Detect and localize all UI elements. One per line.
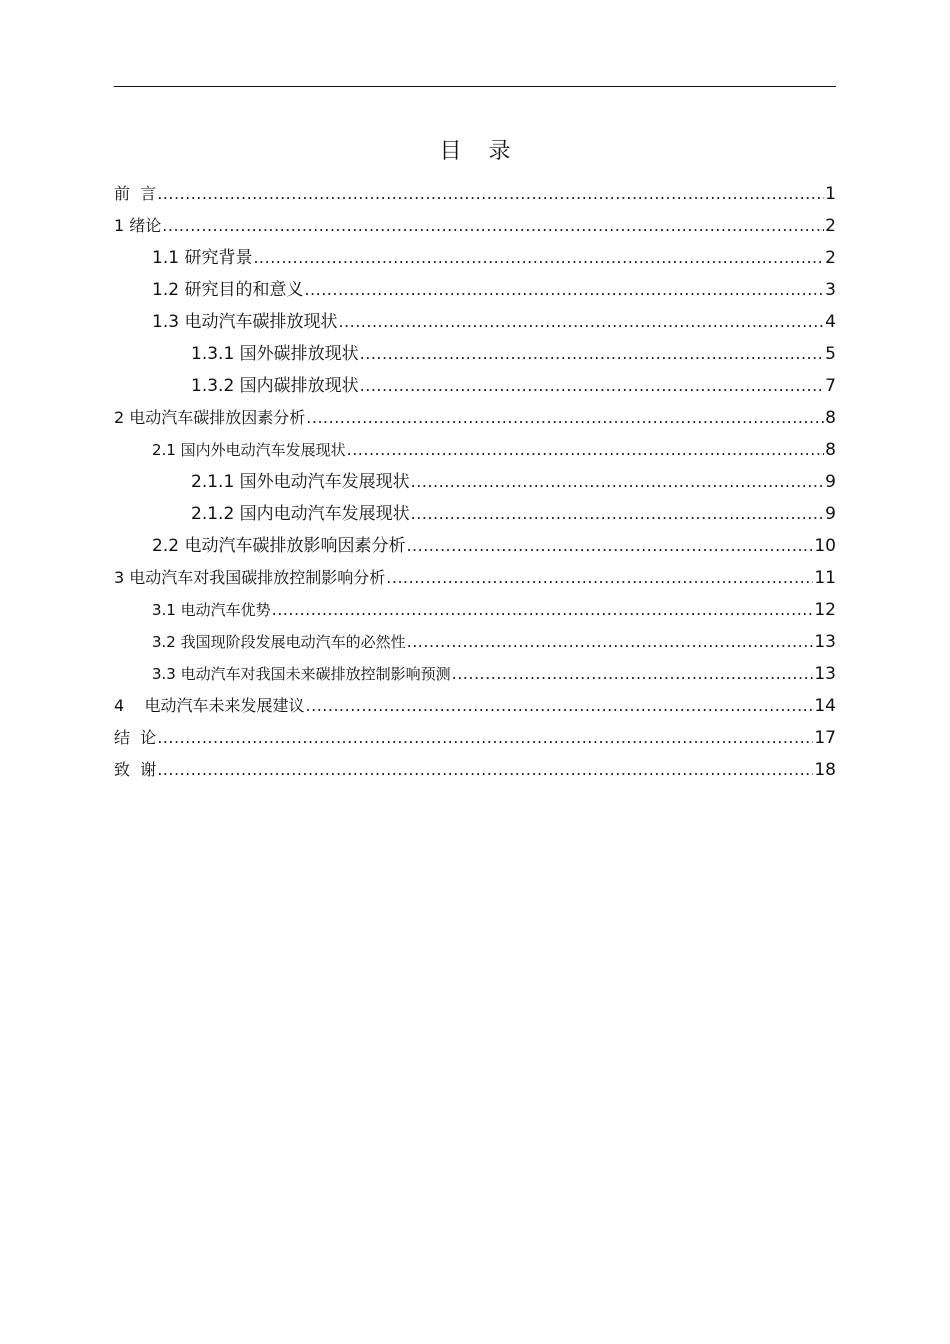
- toc-entry-label: 1.3.1 国外碳排放现状: [191, 344, 359, 364]
- toc-entry-label: 3.1 电动汽车优势: [152, 601, 271, 619]
- toc-entry[interactable]: [114, 178, 836, 210]
- toc-page-number: 4: [825, 312, 836, 332]
- toc-entry[interactable]: [114, 210, 836, 242]
- toc-entry[interactable]: [114, 242, 836, 274]
- toc-entry[interactable]: [114, 690, 836, 722]
- toc-entry-label: 1.2 研究目的和意义: [152, 280, 304, 300]
- toc-entry[interactable]: [114, 626, 836, 658]
- toc-entry-label: 结 论: [114, 728, 157, 747]
- toc-page-number: 11: [814, 568, 836, 588]
- toc-page-number: 8: [825, 440, 836, 460]
- toc-title: 目 录: [439, 139, 521, 164]
- toc-leader-dots: [360, 338, 825, 370]
- header-rule: [114, 86, 836, 87]
- toc-entry-label: 4 电动汽车未来发展建议: [114, 696, 305, 715]
- toc-entry-label: 3.3 电动汽车对我国未来碳排放控制影响预测: [152, 665, 451, 683]
- toc-leader-dots: [272, 594, 814, 626]
- toc-entry[interactable]: [114, 274, 836, 306]
- table-of-contents: [114, 178, 836, 786]
- toc-entry[interactable]: [114, 370, 836, 402]
- toc-page-number: 8: [825, 408, 836, 428]
- toc-leader-dots: [386, 562, 813, 594]
- toc-page-number: 9: [825, 472, 836, 492]
- toc-entry-label: 2.1 国内外电动汽车发展现状: [152, 441, 346, 459]
- toc-page-number: 3: [825, 280, 836, 300]
- toc-entry[interactable]: [114, 402, 836, 434]
- toc-entry[interactable]: [114, 306, 836, 338]
- toc-page-number: 5: [825, 344, 836, 364]
- toc-entry[interactable]: [114, 754, 836, 786]
- toc-entry-label: 3 电动汽车对我国碳排放控制影响分析: [114, 568, 386, 587]
- toc-entry[interactable]: [114, 338, 836, 370]
- toc-entry[interactable]: [114, 434, 836, 466]
- toc-entry-label: 2.1.1 国外电动汽车发展现状: [191, 472, 410, 492]
- toc-page-number: 18: [814, 760, 836, 780]
- toc-page-number: 2: [825, 216, 836, 236]
- toc-leader-dots: [347, 434, 825, 466]
- toc-page-number: 1: [825, 184, 836, 204]
- toc-leader-dots: [407, 626, 814, 658]
- toc-leader-dots: [452, 658, 814, 690]
- toc-entry-label: 2.2 电动汽车碳排放影响因素分析: [152, 536, 406, 556]
- toc-leader-dots: [306, 402, 824, 434]
- toc-leader-dots: [157, 722, 813, 754]
- toc-entry-label: 1 绪论: [114, 216, 162, 235]
- toc-page-number: 14: [814, 696, 836, 716]
- toc-entry[interactable]: [114, 594, 836, 626]
- toc-page-number: 13: [814, 632, 836, 652]
- toc-leader-dots: [406, 530, 813, 562]
- toc-leader-dots: [306, 690, 814, 722]
- toc-entry-label: 3.2 我国现阶段发展电动汽车的必然性: [152, 633, 406, 651]
- toc-entry-label: 1.3 电动汽车碳排放现状: [152, 312, 338, 332]
- toc-entry-label: 2.1.2 国内电动汽车发展现状: [191, 504, 410, 524]
- toc-page-number: 17: [814, 728, 836, 748]
- toc-leader-dots: [360, 370, 825, 402]
- toc-entry-label: 前 言: [114, 184, 157, 203]
- toc-leader-dots: [157, 754, 813, 786]
- toc-page-number: 2: [825, 248, 836, 268]
- toc-leader-dots: [162, 210, 824, 242]
- toc-entry[interactable]: [114, 562, 836, 594]
- toc-leader-dots: [157, 178, 824, 210]
- toc-entry[interactable]: [114, 466, 836, 498]
- toc-leader-dots: [304, 274, 824, 306]
- toc-page-number: 13: [814, 664, 836, 684]
- toc-page-number: 7: [825, 376, 836, 396]
- toc-leader-dots: [253, 242, 824, 274]
- toc-page-number: 10: [814, 536, 836, 556]
- toc-page-number: 12: [814, 600, 836, 620]
- toc-entry[interactable]: [114, 722, 836, 754]
- toc-entry-label: 2 电动汽车碳排放因素分析: [114, 408, 306, 427]
- toc-leader-dots: [411, 498, 825, 530]
- toc-entry[interactable]: [114, 530, 836, 562]
- toc-leader-dots: [411, 466, 825, 498]
- toc-leader-dots: [338, 306, 824, 338]
- toc-entry-label: 致 谢: [114, 760, 157, 779]
- toc-entry-label: 1.1 研究背景: [152, 248, 253, 268]
- toc-entry-label: 1.3.2 国内碳排放现状: [191, 376, 359, 396]
- toc-entry[interactable]: [114, 498, 836, 530]
- toc-entry[interactable]: [114, 658, 836, 690]
- toc-page-number: 9: [825, 504, 836, 524]
